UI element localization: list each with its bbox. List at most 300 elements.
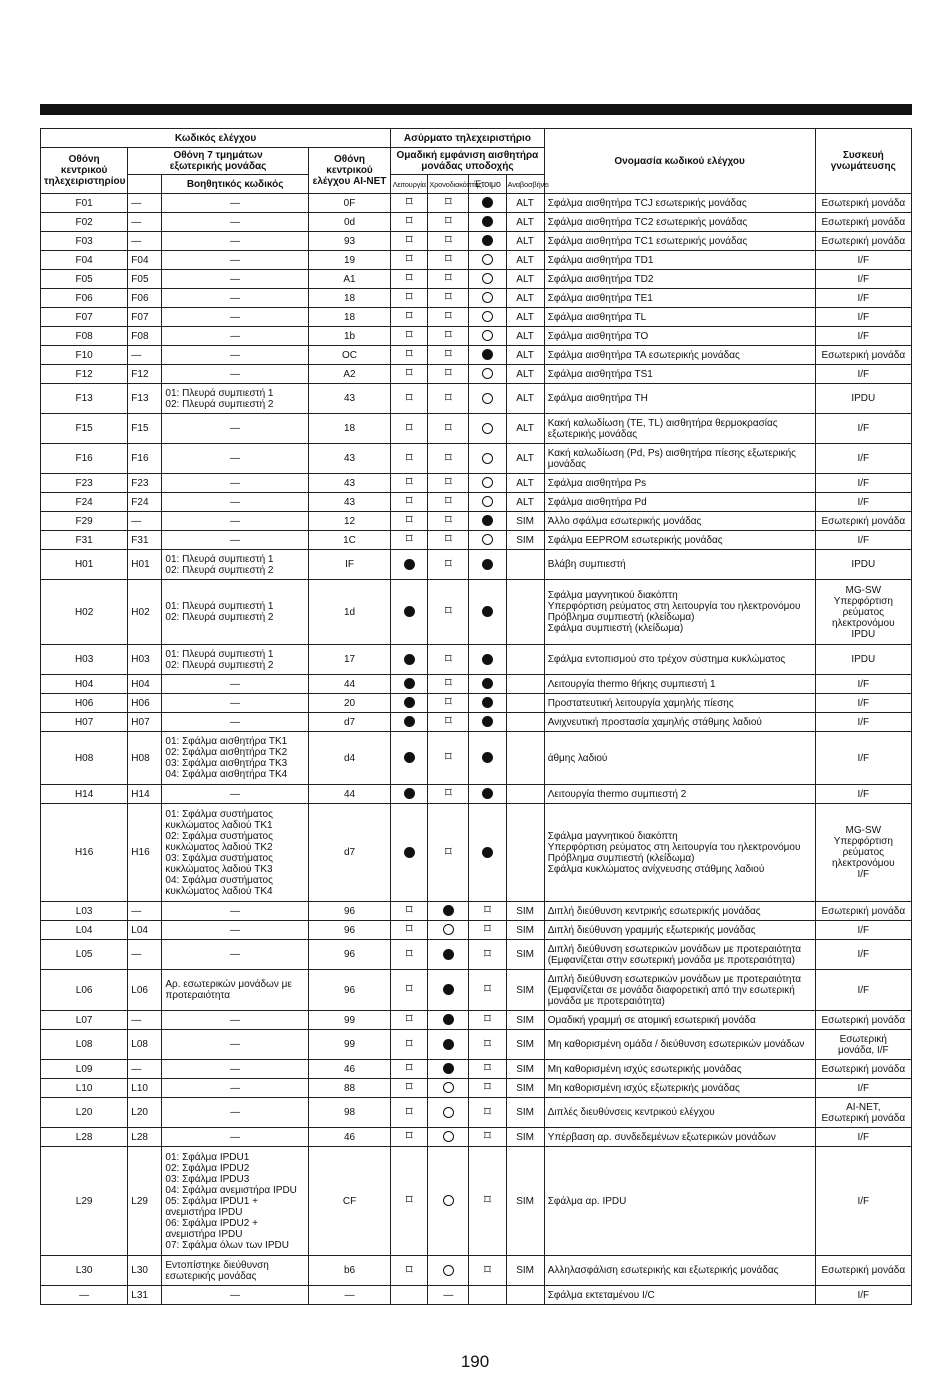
blink-icon: ⌑ — [445, 233, 452, 249]
indicator-cell — [469, 346, 506, 365]
central-remote-code: L10 — [41, 1079, 128, 1098]
outdoor-7seg-code: L29 — [128, 1147, 162, 1256]
check-code-name: Βλάβη συμπιεστή — [544, 550, 815, 580]
blink-icon: ⌑ — [445, 328, 452, 344]
detecting-device: I/F — [815, 474, 911, 493]
led-on-icon — [443, 949, 454, 960]
indicator-cell — [469, 1147, 506, 1256]
blink-icon: ⌑ — [405, 982, 413, 998]
flash-type: ALT — [506, 194, 544, 213]
aux-code: — — [162, 1030, 308, 1060]
outdoor-7seg-code: H07 — [128, 713, 162, 732]
ainet-code: 46 — [308, 1128, 390, 1147]
detecting-device: Εσωτερική μονάδα — [815, 1256, 911, 1286]
flash-type: SIM — [506, 1256, 544, 1286]
flash-type: ALT — [506, 289, 544, 308]
indicator-cell — [428, 1147, 469, 1256]
led-off-icon — [482, 423, 493, 434]
blink-icon: ⌑ — [405, 347, 413, 363]
led-on-icon — [443, 905, 454, 916]
table-row — [41, 308, 912, 327]
indicator-cell — [469, 194, 506, 213]
ainet-code: 96 — [308, 970, 390, 1011]
table-row — [41, 384, 912, 414]
detecting-device: MG-SW Υπερφόρτιση ρεύματος ηλεκτρονόμου IPDU — [815, 580, 911, 645]
blink-icon: ⌑ — [445, 714, 452, 730]
led-on-icon — [404, 847, 415, 858]
outdoor-7seg-code: F15 — [128, 414, 162, 444]
ainet-code: d7 — [308, 804, 390, 902]
detecting-device: Εσωτερική μονάδα — [815, 512, 911, 531]
led-off-icon — [482, 368, 493, 379]
indicator-cell — [391, 346, 428, 365]
header-flash: Αναβοσβήνει — [506, 175, 544, 194]
check-code-name: Κακή καλωδίωση (Pd, Ps) αισθητήρα πίεσης εξωτερικής μονάδας — [544, 444, 815, 474]
ainet-code: 18 — [308, 414, 390, 444]
blink-icon: ⌑ — [405, 252, 413, 268]
outdoor-7seg-code: H14 — [128, 785, 162, 804]
blink-icon: ⌑ — [405, 366, 413, 382]
detecting-device: I/F — [815, 289, 911, 308]
detecting-device: Εσωτερική μονάδα — [815, 232, 911, 251]
blink-icon: ⌑ — [445, 420, 452, 436]
indicator-cell — [428, 327, 469, 346]
led-off-icon — [482, 292, 493, 303]
ainet-code: 46 — [308, 1060, 390, 1079]
table-row — [41, 1147, 912, 1256]
outdoor-7seg-code: H06 — [128, 694, 162, 713]
flash-type: ALT — [506, 308, 544, 327]
table-row — [41, 1030, 912, 1060]
check-code-name: Σφάλμα αισθητήρα TE1 — [544, 289, 815, 308]
detecting-device: I/F — [815, 921, 911, 940]
ainet-code: 96 — [308, 921, 390, 940]
check-code-name: Σφάλμα αισθητήρα TS1 — [544, 365, 815, 384]
aux-code: — — [162, 414, 308, 444]
central-remote-code: H06 — [41, 694, 128, 713]
blink-icon: ⌑ — [405, 450, 413, 466]
ainet-code: 18 — [308, 308, 390, 327]
header-aux-code: Βοηθητικός κωδικός — [162, 175, 308, 194]
table-row — [41, 512, 912, 531]
central-remote-code: F06 — [41, 289, 128, 308]
indicator-cell — [391, 474, 428, 493]
detecting-device: Εσωτερική μονάδα, I/F — [815, 1030, 911, 1060]
led-on-icon — [482, 606, 493, 617]
indicator-cell — [469, 213, 506, 232]
check-code-name: Υπέρβαση αρ. συνδεδεμένων εξωτερικών μονάδων — [544, 1128, 815, 1147]
header-wireless-remote: Ασύρματο τηλεχειριστήριο — [391, 129, 545, 148]
table-row — [41, 1256, 912, 1286]
outdoor-7seg-code: L10 — [128, 1079, 162, 1098]
check-code-name: Σφάλμα αισθητήρα TO — [544, 327, 815, 346]
indicator-cell — [469, 940, 506, 970]
detecting-device: Εσωτερική μονάδα — [815, 1060, 911, 1079]
ainet-code: A1 — [308, 270, 390, 289]
flash-type: ALT — [506, 346, 544, 365]
outdoor-7seg-code: F31 — [128, 531, 162, 550]
check-code-name: Ομαδική γραμμή σε ατομική εσωτερική μονάδα — [544, 1011, 815, 1030]
outdoor-7seg-code: — — [128, 213, 162, 232]
central-remote-code: F01 — [41, 194, 128, 213]
central-remote-code: H04 — [41, 675, 128, 694]
indicator-cell — [428, 213, 469, 232]
check-code-name: Διπλή διεύθυνση γραμμής εξωτερικής μονάδας — [544, 921, 815, 940]
indicator-cell — [469, 327, 506, 346]
check-code-name: Σφάλμα αισθητήρα TC2 εσωτερικής μονάδας — [544, 213, 815, 232]
table-row — [41, 645, 912, 675]
led-off-icon — [443, 924, 454, 935]
indicator-cell — [428, 921, 469, 940]
aux-code: — — [162, 902, 308, 921]
flash-type: SIM — [506, 1098, 544, 1128]
check-code-name: Διπλή διεύθυνση εσωτερικών μονάδων με προτεραιότητα (Εμφανίζεται σε μονάδα διαφορετική από την εσωτερική μονάδα με προτεραιότητα) — [544, 970, 815, 1011]
central-remote-code: L05 — [41, 940, 128, 970]
ainet-code: 18 — [308, 289, 390, 308]
indicator-cell — [469, 970, 506, 1011]
check-code-name: Σφάλμα αισθητήρα TCJ εσωτερικής μονάδας — [544, 194, 815, 213]
indicator-cell — [428, 694, 469, 713]
indicator-cell — [469, 902, 506, 921]
outdoor-7seg-code: L08 — [128, 1030, 162, 1060]
blink-icon: ⌑ — [445, 513, 452, 529]
central-remote-code: F04 — [41, 251, 128, 270]
indicator-cell — [391, 902, 428, 921]
indicator-cell — [428, 474, 469, 493]
blink-icon: ⌑ — [445, 676, 452, 692]
central-remote-code: F05 — [41, 270, 128, 289]
flash-type: ALT — [506, 384, 544, 414]
led-on-icon — [404, 559, 415, 570]
flash-type: ALT — [506, 327, 544, 346]
blink-icon: ⌑ — [445, 750, 452, 766]
outdoor-7seg-code: H03 — [128, 645, 162, 675]
blink-icon: ⌑ — [405, 271, 413, 287]
check-code-name: Σφάλμα μαγνητικού διακόπτη Υπερφόρτιση ρεύματος στη λειτουργία του ηλεκτρονόμου Πρόβλημα συμπιεστή (κλείδωμα) Σφάλμα κυκλώματος ανίχνευσης στάθμης λαδιού — [544, 804, 815, 902]
aux-code: — — [162, 327, 308, 346]
blink-icon: ⌑ — [445, 366, 452, 382]
indicator-cell — [391, 414, 428, 444]
detecting-device: I/F — [815, 270, 911, 289]
indicator-cell — [391, 493, 428, 512]
check-code-name: Διπλές διευθύνσεις κεντρικού ελέγχου — [544, 1098, 815, 1128]
ainet-code: d4 — [308, 732, 390, 785]
indicator-cell — [428, 365, 469, 384]
indicator-cell — [428, 940, 469, 970]
blink-icon: ⌑ — [405, 420, 413, 436]
blink-icon: ⌑ — [405, 328, 413, 344]
indicator-cell — [428, 1011, 469, 1030]
ainet-code: 17 — [308, 645, 390, 675]
detecting-device: I/F — [815, 1286, 911, 1305]
led-on-icon — [404, 716, 415, 727]
central-remote-code: L20 — [41, 1098, 128, 1128]
check-code-name: Διπλή διεύθυνση εσωτερικών μονάδων με προτεραιότητα (Εμφανίζεται στην εσωτερική μονάδα με προτεραιότητα) — [544, 940, 815, 970]
check-code-name: Μη καθορισμένη ισχύς εξωτερικής μονάδας — [544, 1079, 815, 1098]
aux-code: — — [162, 365, 308, 384]
ainet-code: 98 — [308, 1098, 390, 1128]
check-code-name: Λειτουργία thermo θήκης συμπιεστή 1 — [544, 675, 815, 694]
aux-code: — — [162, 1286, 308, 1305]
aux-code: — — [162, 493, 308, 512]
blink-icon: ⌑ — [405, 494, 413, 510]
central-remote-code: F13 — [41, 384, 128, 414]
ainet-code: 99 — [308, 1030, 390, 1060]
blink-icon: ⌑ — [405, 309, 413, 325]
flash-type: ALT — [506, 365, 544, 384]
indicator-cell — [391, 732, 428, 785]
indicator-cell — [391, 512, 428, 531]
flash-type — [506, 1286, 544, 1305]
led-off-icon — [482, 496, 493, 507]
aux-code: 01: Πλευρά συμπιεστή 1 02: Πλευρά συμπιεστή 2 — [162, 384, 308, 414]
flash-type: SIM — [506, 902, 544, 921]
led-on-icon — [482, 654, 493, 665]
indicator-cell — [469, 921, 506, 940]
detecting-device: I/F — [815, 675, 911, 694]
detecting-device: Εσωτερική μονάδα — [815, 346, 911, 365]
aux-code: — — [162, 444, 308, 474]
table-row — [41, 270, 912, 289]
aux-code: — — [162, 1079, 308, 1098]
table-row — [41, 346, 912, 365]
indicator-cell — [469, 251, 506, 270]
indicator-cell — [391, 1079, 428, 1098]
outdoor-7seg-code: — — [128, 1011, 162, 1030]
indicator-cell — [428, 251, 469, 270]
aux-code: — — [162, 940, 308, 970]
central-remote-code: F16 — [41, 444, 128, 474]
blink-icon: ⌑ — [405, 1061, 413, 1077]
indicator-cell — [428, 1060, 469, 1079]
blink-icon: ⌑ — [405, 290, 413, 306]
aux-code: — — [162, 251, 308, 270]
indicator-cell — [469, 474, 506, 493]
indicator-cell — [428, 1128, 469, 1147]
indicator-cell — [469, 1079, 506, 1098]
flash-type — [506, 694, 544, 713]
outdoor-7seg-code: H16 — [128, 804, 162, 902]
aux-code: — — [162, 694, 308, 713]
check-code-name: Σφάλμα αισθητήρα TD2 — [544, 270, 815, 289]
indicator-cell — [469, 694, 506, 713]
flash-type: ALT — [506, 414, 544, 444]
led-off-icon — [443, 1082, 454, 1093]
led-on-icon — [482, 515, 493, 526]
indicator-cell — [428, 414, 469, 444]
indicator-cell — [391, 289, 428, 308]
led-off-icon — [443, 1195, 454, 1206]
led-off-icon — [482, 534, 493, 545]
check-code-name: Σφάλμα αισθητήρα TC1 εσωτερικής μονάδας — [544, 232, 815, 251]
flash-type: SIM — [506, 1011, 544, 1030]
ainet-code: IF — [308, 550, 390, 580]
indicator-cell — [469, 289, 506, 308]
blink-icon: ⌑ — [484, 922, 491, 938]
indicator-cell — [428, 384, 469, 414]
flash-type — [506, 645, 544, 675]
outdoor-7seg-code: F16 — [128, 444, 162, 474]
outdoor-7seg-code: L31 — [128, 1286, 162, 1305]
indicator-cell — [469, 512, 506, 531]
indicator-cell — [391, 1060, 428, 1079]
detecting-device: Εσωτερική μονάδα — [815, 194, 911, 213]
aux-code: — — [162, 1128, 308, 1147]
header-ready: Έτοιμο — [469, 175, 506, 194]
check-code-name: Λειτουργία thermo συμπιεστή 2 — [544, 785, 815, 804]
central-remote-code: L03 — [41, 902, 128, 921]
blink-icon: ⌑ — [445, 390, 452, 406]
table-row — [41, 232, 912, 251]
blink-icon: ⌑ — [405, 1012, 413, 1028]
blink-icon: ⌑ — [484, 1080, 491, 1096]
central-remote-code: H02 — [41, 580, 128, 645]
outdoor-7seg-code: — — [128, 512, 162, 531]
outdoor-7seg-code: H01 — [128, 550, 162, 580]
detecting-device: Εσωτερική μονάδα — [815, 902, 911, 921]
ainet-code: 12 — [308, 512, 390, 531]
indicator-cell — [469, 270, 506, 289]
central-remote-code: H16 — [41, 804, 128, 902]
led-on-icon — [443, 984, 454, 995]
indicator-cell — [469, 1060, 506, 1079]
blink-icon: ⌑ — [445, 604, 452, 620]
aux-code: Αρ. εσωτερικών μονάδων με προτεραιότητα — [162, 970, 308, 1011]
outdoor-7seg-code: F08 — [128, 327, 162, 346]
check-code-name: Μη καθορισμένη ομάδα / διεύθυνση εσωτερικών μονάδων — [544, 1030, 815, 1060]
table-row — [41, 970, 912, 1011]
table-row — [41, 194, 912, 213]
indicator-cell — [391, 213, 428, 232]
table-row — [41, 1098, 912, 1128]
indicator-cell — [391, 1011, 428, 1030]
header-timer: Χρονοδιακόπτης — [428, 175, 469, 194]
table-row — [41, 213, 912, 232]
detecting-device: IPDU — [815, 550, 911, 580]
indicator-cell — [428, 1079, 469, 1098]
detecting-device: I/F — [815, 444, 911, 474]
led-on-icon — [404, 697, 415, 708]
table-row — [41, 694, 912, 713]
blink-icon: ⌑ — [445, 271, 452, 287]
indicator-cell — [391, 531, 428, 550]
outdoor-7seg-code: F06 — [128, 289, 162, 308]
flash-type: SIM — [506, 512, 544, 531]
blink-icon: ⌑ — [405, 1262, 413, 1278]
flash-type: SIM — [506, 1060, 544, 1079]
table-row — [41, 327, 912, 346]
flash-type: SIM — [506, 1030, 544, 1060]
header-outdoor-7seg: Οθόνη 7 τμημάτων εξωτερικής μονάδας — [128, 148, 309, 175]
flash-type: SIM — [506, 940, 544, 970]
led-on-icon — [443, 1014, 454, 1025]
central-remote-code: L04 — [41, 921, 128, 940]
indicator-cell — [391, 270, 428, 289]
blink-icon: ⌑ — [484, 1129, 491, 1145]
table-row — [41, 251, 912, 270]
led-on-icon — [482, 716, 493, 727]
led-on-icon — [482, 847, 493, 858]
indicator-cell — [469, 444, 506, 474]
central-remote-code: L06 — [41, 970, 128, 1011]
indicator-cell — [469, 1030, 506, 1060]
ainet-code: 99 — [308, 1011, 390, 1030]
detecting-device: I/F — [815, 970, 911, 1011]
indicator-cell — [391, 1256, 428, 1286]
check-code-name: άθμης λαδιού — [544, 732, 815, 785]
indicator-cell — [469, 1011, 506, 1030]
table-row — [41, 444, 912, 474]
table-row — [41, 940, 912, 970]
detecting-device: I/F — [815, 1147, 911, 1256]
indicator-cell — [391, 365, 428, 384]
outdoor-7seg-code: F12 — [128, 365, 162, 384]
ainet-code: OC — [308, 346, 390, 365]
central-remote-code: L08 — [41, 1030, 128, 1060]
ainet-code: 1b — [308, 327, 390, 346]
table-row — [41, 414, 912, 444]
indicator-cell — [469, 732, 506, 785]
table-row — [41, 921, 912, 940]
led-on-icon — [404, 678, 415, 689]
central-remote-code: L07 — [41, 1011, 128, 1030]
detecting-device: AI-NET, Εσωτερική μονάδα — [815, 1098, 911, 1128]
table-row — [41, 1079, 912, 1098]
aux-code: — — [162, 346, 308, 365]
indicator-cell — [428, 1098, 469, 1128]
aux-code: — — [162, 1011, 308, 1030]
check-code-name: Σφάλμα εκτεταμένου I/C — [544, 1286, 815, 1305]
led-off-icon — [482, 330, 493, 341]
central-remote-code: L28 — [41, 1128, 128, 1147]
detecting-device: IPDU — [815, 384, 911, 414]
flash-type: SIM — [506, 1147, 544, 1256]
indicator-cell — [391, 1098, 428, 1128]
indicator-cell — [428, 346, 469, 365]
central-remote-code: H14 — [41, 785, 128, 804]
central-remote-code: F31 — [41, 531, 128, 550]
ainet-code: 0F — [308, 194, 390, 213]
blink-icon: ⌑ — [445, 195, 452, 211]
aux-code: 01: Σφάλμα αισθητήρα TK1 02: Σφάλμα αισθητήρα TK2 03: Σφάλμα αισθητήρα TK3 04: Σφάλμα αισθητήρα TK4 — [162, 732, 308, 785]
central-remote-code: F03 — [41, 232, 128, 251]
aux-code: — — [162, 675, 308, 694]
outdoor-7seg-code: H04 — [128, 675, 162, 694]
aux-code: — — [162, 1060, 308, 1079]
blink-icon: ⌑ — [405, 390, 413, 406]
blink-icon: ⌑ — [405, 903, 413, 919]
aux-code: — — [162, 921, 308, 940]
central-remote-code: H01 — [41, 550, 128, 580]
indicator-cell — [391, 384, 428, 414]
table-row — [41, 713, 912, 732]
blink-icon: ⌑ — [445, 450, 452, 466]
indicator-cell — [428, 804, 469, 902]
led-off-icon — [482, 273, 493, 284]
indicator-cell — [428, 785, 469, 804]
central-remote-code: H08 — [41, 732, 128, 785]
blink-icon: ⌑ — [484, 982, 491, 998]
indicator-cell — [428, 970, 469, 1011]
central-remote-code: F08 — [41, 327, 128, 346]
indicator-cell — [428, 444, 469, 474]
indicator-cell — [428, 232, 469, 251]
indicator-cell — [391, 251, 428, 270]
table-row — [41, 732, 912, 785]
indicator-cell — [428, 645, 469, 675]
indicator-cell — [391, 580, 428, 645]
detecting-device: I/F — [815, 531, 911, 550]
